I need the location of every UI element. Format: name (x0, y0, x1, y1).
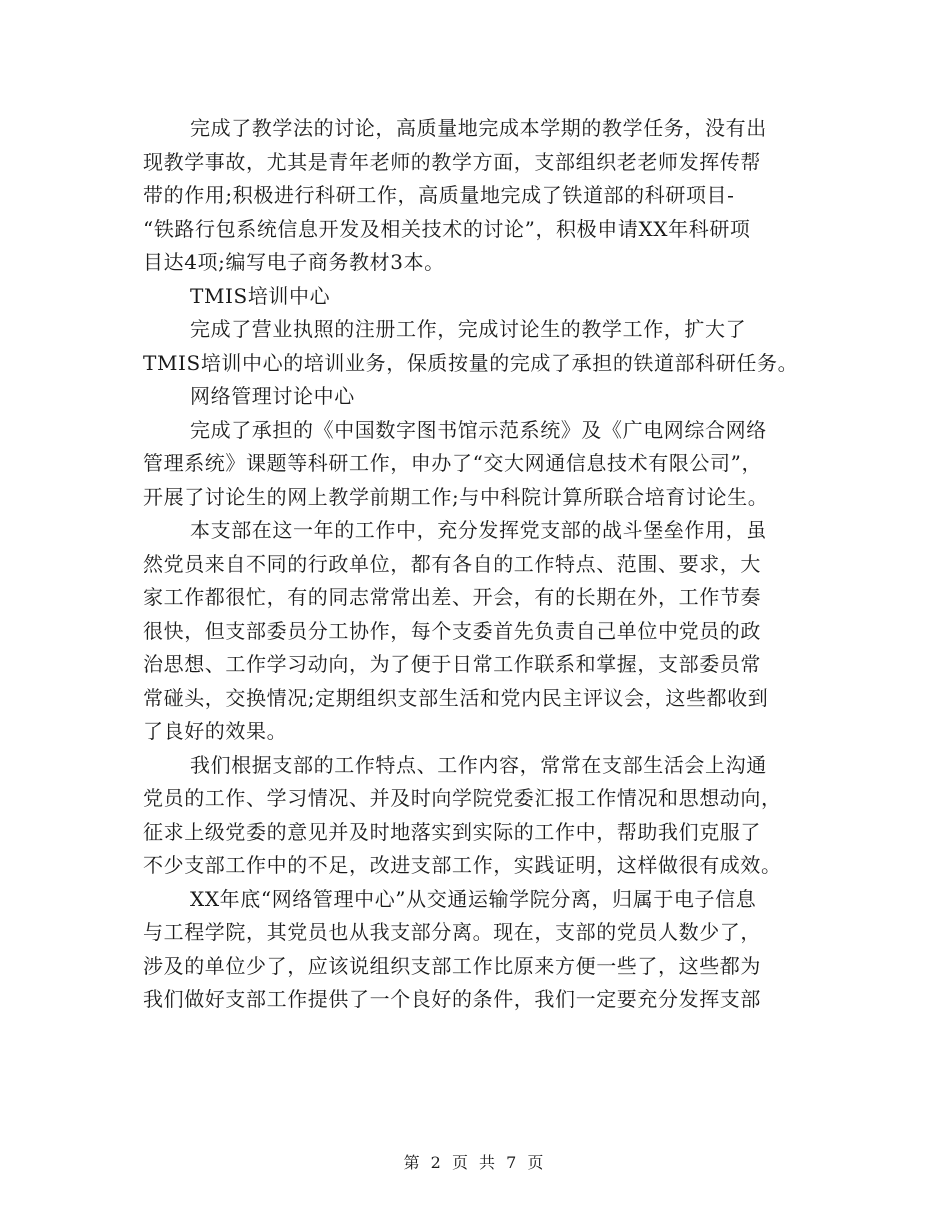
text-line: 完成了承担的《中国数字图书馆示范系统》及《广电网综合网络 (190, 417, 767, 442)
text-line: 本支部在这一年的工作中，充分发挥党支部的战斗堡垒作用，虽 (190, 518, 767, 542)
text-line: 治思想、工作学习动向，为了便于日常工作联系和掌握，支部委员常 (143, 652, 761, 676)
text-line: 与工程学院，其党员也从我支部分离。现在，支部的党员人数少了， (143, 920, 761, 944)
text-line: 常碰头，交换情况;定期组织支部生活和党内民主评议会，这些都收到 (143, 685, 769, 710)
text-line: XX年底“网络管理中心”从交通运输学院分离，归属于电子信息 (190, 886, 757, 911)
text-line: 党员的工作、学习情况、并及时向学院党委汇报工作情况和思想动向， (143, 786, 782, 810)
text-line: 管理系统》课题等科研工作，申办了“交大网通信息技术有限公司”， (143, 451, 763, 475)
text-line: 完成了教学法的讨论，高质量地完成本学期的教学任务，没有出 (190, 116, 767, 140)
page-footer: 第 2 页 共 7 页 (403, 1153, 547, 1172)
text-line: 网络管理讨论中心 (190, 384, 355, 408)
text-line: 很快，但支部委员分工协作，每个支委首先负责自己单位中党员的政 (143, 618, 761, 643)
text-line: 了良好的效果。 (143, 719, 288, 743)
text-line: 涉及的单位少了，应该说组织支部工作比原来方便一些了，这些都为 (143, 953, 761, 978)
text-line: 我们做好支部工作提供了一个良好的条件，我们一定要充分发挥支部 (143, 987, 761, 1011)
text-line: 带的作用;积极进行科研工作，高质量地完成了铁道部的科研项目- (143, 183, 735, 207)
text-line: 我们根据支部的工作特点、工作内容，常常在支部生活会上沟通 (190, 752, 767, 777)
text-line: 然党员来自不同的行政单位，都有各自的工作特点、范围、要求，大 (143, 551, 761, 576)
text-line: TMIS培训中心 (190, 283, 331, 308)
text-line: TMIS培训中心的培训业务，保质按量的完成了承担的铁道部科研任务。 (143, 350, 799, 375)
text-line: 家工作都很忙，有的同志常常出差、开会，有的长期在外，工作节奏 (143, 585, 761, 609)
document-body (143, 112, 815, 1017)
text-line: 不少支部工作中的不足，改进支部工作，实践证明，这样做很有成效。 (143, 853, 782, 877)
text-line: 完成了营业执照的注册工作，完成讨论生的教学工作，扩大了 (190, 317, 747, 341)
text-line: 现教学事故，尤其是青年老师的教学方面，支部组织老老师发挥传帮 (143, 149, 761, 174)
text-line: 征求上级党委的意见并及时地落实到实际的工作中，帮助我们克服了 (143, 819, 761, 844)
text-line: 开展了讨论生的网上教学前期工作;与中科院计算所联合培育讨论生。 (143, 484, 769, 509)
text-line: “铁路行包系统信息开发及相关技术的讨论”，积极申请XX年科研项 (143, 216, 751, 241)
text-line: 目达4项;编写电子商务教材3本。 (143, 250, 445, 274)
